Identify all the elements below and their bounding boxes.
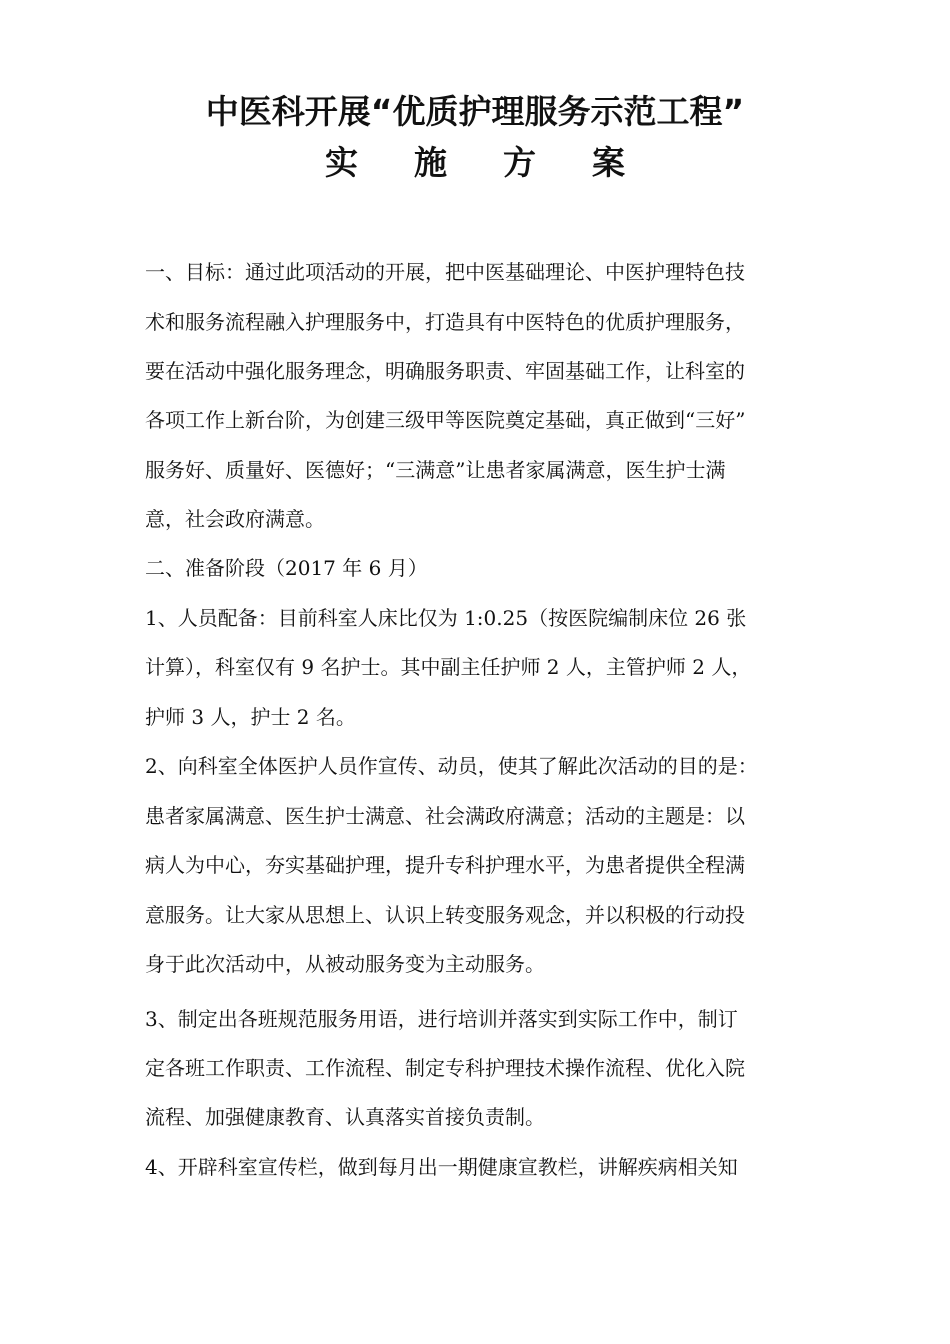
- body-line: 病人为中心，夯实基础护理，提升专科护理水平，为患者提供全程满: [145, 853, 745, 877]
- body-line: 患者家属满意、医生护士满意、社会满政府满意；活动的主题是：以: [145, 804, 745, 828]
- section-heading: 二、准备阶段（2017 年 6 月）: [145, 556, 428, 580]
- body-line: 1、人员配备：目前科室人床比仅为 1:0.25（按医院编制床位 26 张: [145, 606, 747, 630]
- body-line: 3、制定出各班规范服务用语，进行培训并落实到实际工作中，制订: [145, 1007, 738, 1031]
- body-line: 身于此次活动中，从被动服务变为主动服务。: [145, 952, 545, 976]
- body-line: 定各班工作职责、工作流程、制定专科护理技术操作流程、优化入院: [145, 1056, 745, 1080]
- body-line: 流程、加强健康教育、认真落实首接负责制。: [145, 1105, 545, 1129]
- body-line: 4、开辟科室宣传栏，做到每月出一期健康宣教栏，讲解疾病相关知: [145, 1155, 738, 1179]
- body-line: 术和服务流程融入护理服务中，打造具有中医特色的优质护理服务，: [145, 310, 745, 334]
- document-subtitle: 实施方案: [325, 143, 681, 182]
- document-title: 中医科开展“优质护理服务示范工程”: [205, 92, 745, 131]
- body-line: 各项工作上新台阶，为创建三级甲等医院奠定基础，真正做到“三好”: [145, 408, 746, 432]
- body-line: 护师 3 人，护士 2 名。: [145, 705, 356, 729]
- body-line: 意，社会政府满意。: [145, 507, 325, 531]
- body-line: 2、向科室全体医护人员作宣传、动员，使其了解此次活动的目的是：: [145, 754, 758, 778]
- body-line: 要在活动中强化服务理念，明确服务职责、牢固基础工作，让科室的: [145, 359, 745, 383]
- body-line: 服务好、质量好、医德好；“三满意”让患者家属满意，医生护士满: [145, 458, 726, 482]
- body-line: 计算），科室仅有 9 名护士。其中副主任护师 2 人，主管护师 2 人，: [145, 655, 752, 679]
- body-line: 一、目标：通过此项活动的开展，把中医基础理论、中医护理特色技: [145, 260, 745, 284]
- body-line: 意服务。让大家从思想上、认识上转变服务观念，并以积极的行动投: [145, 903, 745, 927]
